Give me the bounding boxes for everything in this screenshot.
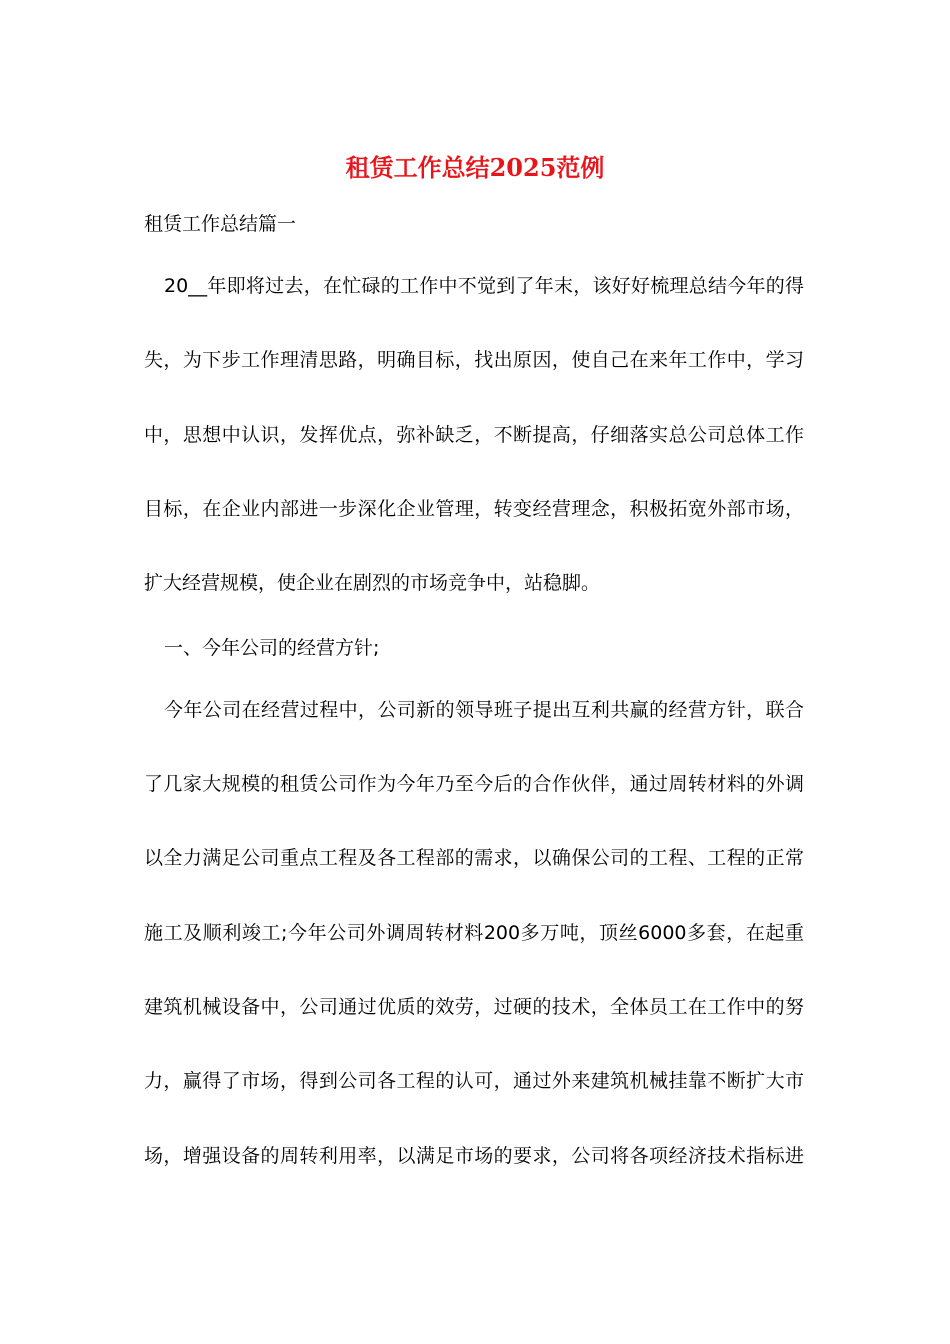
paragraph-line: 今年公司在经营过程中，公司新的领导班子提出互利共赢的经营方针，联合 [164, 699, 804, 721]
paragraph-line: 场，增强设备的周转利用率，以满足市场的要求，公司将各项经济技术指标进 [144, 1145, 804, 1167]
paragraph-line: 失，为下步工作理清思路，明确目标，找出原因，使自己在来年工作中，学习 [144, 349, 804, 371]
paragraph-line: 力，赢得了市场，得到公司各工程的认可，通过外来建筑机械挂靠不断扩大市 [144, 1070, 804, 1092]
paragraph-line: 建筑机械设备中，公司通过优质的效劳，过硬的技术，全体员工在工作中的努 [144, 996, 804, 1018]
paragraph-line: 扩大经营规模，使企业在剧烈的市场竞争中，站稳脚。 [144, 572, 601, 594]
section-subtitle: 租赁工作总结篇一 [144, 213, 297, 235]
section-heading: 一、今年公司的经营方针; [164, 637, 380, 659]
paragraph-line: 20__年即将过去，在忙碌的工作中不觉到了年末，该好好梳理总结今年的得 [164, 275, 804, 297]
paragraph-line: 目标，在企业内部进一步深化企业管理，转变经营理念，积极拓宽外部市场， [144, 498, 804, 520]
paragraph-line: 中，思想中认识，发挥优点，弥补缺乏，不断提高，仔细落实总公司总体工作 [144, 424, 804, 446]
paragraph-line: 施工及顺利竣工;今年公司外调周转材料200多万吨，顶丝6000多套，在起重 [144, 922, 804, 944]
paragraph-line: 以全力满足公司重点工程及各工程部的需求，以确保公司的工程、工程的正常 [144, 847, 804, 869]
paragraph-line: 了几家大规模的租赁公司作为今年乃至今后的合作伙伴，通过周转材料的外调 [144, 773, 804, 795]
document-title: 租赁工作总结2025范例 [345, 153, 605, 182]
